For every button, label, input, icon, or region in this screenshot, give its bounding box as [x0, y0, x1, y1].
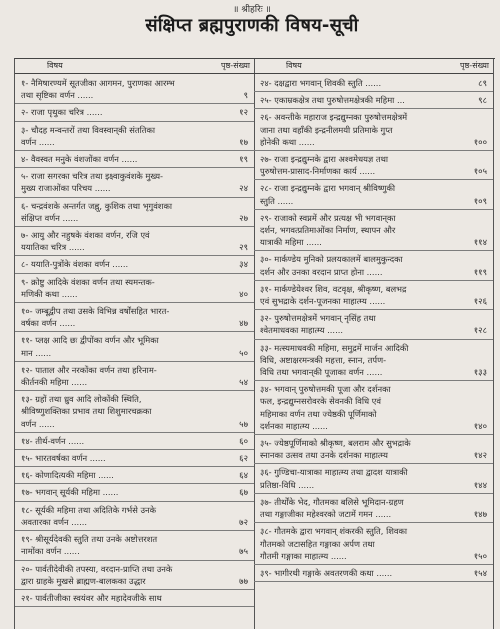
toc-entry	[254, 464, 493, 493]
entry-text	[15, 362, 254, 390]
entry-page-number: ६४	[239, 471, 248, 482]
entry-line: ३८- गौतमके द्वारा भगवान्‌ शंकरकी स्तुति, शिवका	[260, 526, 407, 537]
entry-line: १२- पाताल और नरकोंका वर्णन तथा हरिनाम-	[21, 364, 157, 375]
toc-entry	[15, 256, 254, 273]
toc-entry	[15, 590, 254, 607]
entry-text	[15, 484, 254, 500]
entry-page-number: ११४	[473, 238, 487, 249]
entry-line: ८- ययाति-पुत्रोंके वंशका वर्णन ......	[21, 259, 129, 270]
entry-text	[15, 122, 254, 150]
entry-text	[254, 109, 493, 150]
entry-page-number: १०५	[473, 167, 487, 178]
entry-text	[254, 75, 493, 91]
entry-text	[254, 180, 493, 208]
entry-line: स्तुति ......	[260, 195, 294, 206]
entry-text	[15, 467, 254, 483]
entry-text	[254, 281, 493, 309]
toc-entry	[254, 251, 493, 280]
entry-text	[15, 151, 254, 167]
entry-line: ययातिका चरित्र ......	[21, 242, 85, 253]
left-column-header	[15, 59, 254, 74]
toc-entry	[15, 198, 254, 227]
entry-line: २५- एकाम्रकक्षेत्र तथा पुरुषोत्तमक्षेत्रकी महिमा ...	[260, 95, 405, 106]
entry-line: १६- कोणादित्यकी महिमा ......	[21, 470, 114, 481]
entry-line: दर्शन, भगवत्प्रतिमाओंका निर्माण, स्थापन और	[260, 225, 396, 236]
entry-page-number: १९	[239, 155, 248, 166]
entry-line: ३५- ज्येष्ठपूर्णिमाको श्रीकृष्ण, बलराम और सुभद्राके	[260, 438, 411, 449]
entry-line: फल, इन्द्रद्युम्नसरोवरके सेवनकी विधि एवं	[260, 396, 381, 407]
entry-line: २९- राजाको स्वप्नमें और प्रत्यक्ष भी भगवान्‌का	[260, 212, 396, 223]
toc-entry	[15, 391, 254, 433]
entry-line: एवं सुभद्राके दर्शन-पूजनका माहात्म्य ......	[260, 296, 386, 307]
entry-page-number: १५४	[473, 568, 487, 579]
entry-text	[254, 464, 493, 492]
entry-text	[15, 104, 254, 120]
entry-line: दर्शन और उनका वरदान प्राप्त होना ......	[260, 266, 383, 277]
entry-line: वर्णन ......	[21, 136, 55, 147]
page-number-header: पृष्ठ-संख्या	[460, 61, 489, 70]
entry-line: कीर्तनकी महिमा ......	[21, 377, 88, 388]
toc-entry	[15, 332, 254, 361]
entry-line: तथा गङ्गाजीका महेश्वरको जटामें गमन ......	[260, 509, 392, 520]
entry-line: २०- पार्वतीदेवीकी तपस्या, वरदान-प्राप्ति तथा उनके	[21, 563, 173, 574]
toc-entry	[15, 227, 254, 256]
subject-header: विषय	[47, 61, 63, 70]
toc-entry	[254, 92, 493, 109]
entry-line: गौतमी गङ्गाका माहात्म्य ......	[260, 550, 347, 561]
subject-header: विषय	[286, 61, 302, 70]
entry-page-number: ६२	[239, 454, 248, 465]
entry-line: नामोंका वर्णन ......	[21, 546, 80, 557]
entry-text	[15, 531, 254, 559]
entry-page-number: १७	[239, 137, 248, 148]
toc-entry	[15, 484, 254, 501]
entry-line: संक्षिप्त वर्णन ......	[21, 212, 79, 223]
toc-entry	[15, 450, 254, 467]
entry-line: मान ......	[21, 347, 52, 358]
entry-line: ३०- मार्कण्डेय मुनिको प्रलयकालमें बालमुकुन्दका	[260, 254, 403, 265]
entry-line: होनेकी कथा ......	[260, 136, 315, 147]
toc-entry	[254, 494, 493, 523]
entry-line: मुख्य राजाओंका परिचय ......	[21, 183, 111, 194]
entry-text	[254, 251, 493, 279]
entry-line: ४- वैवस्वत मनुके वंशजोंका वर्णन ......	[21, 154, 138, 165]
entry-line: ५- राजा सगरका चरित्र तथा इक्ष्वाकुवंशके मुख्य-	[21, 171, 164, 182]
entry-line: १७- भगवान्‌ सूर्यकी महिमा ......	[21, 487, 119, 498]
entry-text	[254, 310, 493, 338]
entry-page-number: ५४	[239, 378, 248, 389]
entry-line: १३- ग्रहों तथा ध्रुव आदि लोकोंकी स्थिति,	[21, 394, 142, 405]
entry-page-number: १४२	[473, 451, 487, 462]
entry-text	[15, 433, 254, 449]
entry-text	[254, 210, 493, 251]
entry-page-number: १२	[239, 108, 248, 119]
entry-line: जाना तथा वहाँकी इन्द्रनीलमयी प्रतिमाके गुप्त	[260, 124, 393, 135]
toc-entry	[254, 281, 493, 310]
toc-entry	[15, 303, 254, 332]
entry-line: २- राजा पृथुका चरित्र ......	[21, 107, 103, 118]
entry-line: १०- जम्बूद्वीप तथा उसके विभिन्न वर्षोंसहित भारत-	[21, 306, 170, 317]
entry-text	[15, 502, 254, 530]
entry-text	[254, 340, 493, 381]
entry-line: १- नैमिषारण्यमें सूतजीका आगमन, पुराणका आरम्भ	[21, 78, 175, 88]
entry-line: ३२- पुरुषोत्तमक्षेत्रमें भगवान्‌ नृसिंह तथा	[260, 313, 376, 324]
entry-page-number: ७५	[239, 547, 248, 558]
entry-page-number: १०९	[473, 196, 487, 207]
entry-text	[254, 565, 493, 581]
entry-page-number: २७	[239, 213, 248, 224]
toc-entry	[254, 381, 493, 435]
entry-line: ३६- गुण्डिचा-यात्राका माहात्म्य तथा द्वादश यात्राकी	[260, 467, 408, 478]
entry-line: १८- सूर्यकी महिमा तथा अदितिके गर्भसे उनके	[21, 504, 156, 515]
entry-line: मणिकी कथा ......	[21, 288, 78, 299]
toc-entry	[254, 435, 493, 464]
entry-text	[254, 381, 493, 434]
entry-line: २८- राजा इन्द्रद्युम्नके द्वारा भगवान्‌ श्रीविष्णुकी	[260, 183, 396, 194]
entry-text	[15, 561, 254, 589]
entry-line: प्रतिष्ठा-विधि ......	[260, 479, 315, 490]
entry-page-number: ९८	[478, 96, 487, 107]
toc-entry	[15, 561, 254, 590]
entry-line: ७- आयु और नहुषके वंशका वर्णन, रजि एवं	[21, 230, 150, 241]
entry-line: महिमाका वर्णन तथा ज्येष्ठकी पूर्णिमाको	[260, 408, 377, 419]
entry-line: १९- श्रीसूर्यदेवकी स्तुति तथा उनके अष्टोत्तरशत	[21, 534, 158, 545]
entry-line: गौतमको जटासहित गङ्गाका अर्पण तथा	[260, 538, 375, 549]
toc-entry	[15, 168, 254, 197]
entry-line: २१- पार्वतीजीका स्वयंवर और महादेवजीके साथ	[21, 592, 162, 603]
entry-text	[15, 450, 254, 466]
invocation-text: ॥ श्रीहरिः ॥	[233, 5, 271, 15]
entry-page-number: ६०	[239, 436, 248, 447]
toc-entry	[254, 523, 493, 565]
entry-page-number: ६७	[239, 488, 248, 499]
page-number-header: पृष्ठ-संख्या	[221, 61, 250, 70]
entry-line: पुरुषोत्तम-प्रासाद-निर्माणका कार्य ......	[260, 166, 376, 177]
left-column	[15, 59, 255, 629]
entry-page-number: १४०	[473, 421, 487, 432]
toc-entry	[254, 565, 493, 582]
toc-entry	[254, 109, 493, 151]
entry-page-number: ४७	[239, 319, 248, 330]
entry-page-number: १२६	[473, 297, 487, 308]
entry-line: ९- क्रोष्टु आदिके वंशका वर्णन तथा स्यमन्तक-	[21, 276, 155, 287]
entry-text	[15, 75, 254, 103]
entry-page-number: ९	[243, 91, 248, 102]
entry-line: ३९- भागीरथी गङ्गाके अवतरणकी कथा ......	[260, 567, 393, 578]
entry-page-number: १२८	[473, 326, 487, 337]
entry-text	[15, 198, 254, 226]
toc-entry	[15, 104, 254, 121]
toc-entry	[15, 362, 254, 391]
entry-line: वर्षका वर्णन ......	[21, 318, 76, 329]
entry-line: द्वारा ग्राहके मुखसे ब्राह्मण-बालकका उद्धार	[21, 575, 146, 586]
entry-line: २४- दक्षद्वारा भगवान्‌ शिवकी स्तुति ......	[260, 78, 382, 88]
entry-line: २६- अवन्तीके महाराज इन्द्रद्युम्नका पुरुषोत्तमक्षेत्रमें	[260, 112, 408, 123]
entry-text	[254, 151, 493, 179]
right-column	[254, 59, 494, 629]
right-rows	[254, 75, 493, 582]
entry-text	[15, 274, 254, 302]
entry-line: श्वेतमाधवका माहात्म्य ......	[260, 325, 343, 336]
entry-line: ३१- मार्कण्डेयेश्वर शिव, वटवृक्ष, श्रीकृष्ण, बलभद्र	[260, 283, 407, 294]
entry-page-number: ५७	[239, 419, 248, 430]
entry-text	[15, 332, 254, 360]
entry-line: यात्राकी महिमा ......	[260, 237, 322, 248]
toc-entry	[254, 210, 493, 252]
entry-page-number: ८९	[478, 79, 487, 89]
entry-line: ३४- भगवान्‌ पुरुषोत्तमकी पूजा और दर्शनका	[260, 384, 391, 395]
toc-entry	[15, 467, 254, 484]
right-column-header	[254, 59, 493, 74]
toc-entry	[254, 340, 493, 382]
page-title: संक्षिप्त ब्रह्मपुराणकी विषय-सूची	[145, 15, 359, 36]
entry-text	[15, 303, 254, 331]
entry-text	[15, 391, 254, 432]
entry-page-number: १४४	[473, 480, 487, 491]
entry-page-number: ४०	[239, 289, 248, 300]
entry-page-number: ११९	[473, 267, 487, 278]
document-page	[10, 0, 494, 625]
entry-line: ११- प्लक्ष आदि छः द्वीपोंका वर्णन और भूमिका	[21, 335, 159, 346]
toc-entry	[15, 433, 254, 450]
entry-text	[15, 227, 254, 255]
entry-line: विधि, अष्टाक्षरमन्त्रकी महत्ता, स्नान, तर्पण-	[260, 354, 387, 365]
entry-line: १५- भारतवर्षका वर्णन ......	[21, 453, 106, 464]
entry-page-number: १४७	[473, 510, 487, 521]
entry-page-number: २४	[239, 184, 248, 195]
toc-entry	[15, 151, 254, 168]
entry-page-number: ५०	[239, 348, 248, 359]
entry-line: श्रीविष्णुशक्तिका प्रभाव तथा शिशुमारचक्रका	[21, 406, 152, 417]
toc-entry	[254, 310, 493, 339]
entry-page-number: १००	[473, 137, 487, 148]
toc-entry	[15, 502, 254, 531]
toc-entry	[254, 75, 493, 92]
entry-line: विधि तथा भगवान्‌की पूजाका वर्णन ......	[260, 367, 383, 378]
toc-entry	[254, 180, 493, 209]
toc-entry	[15, 122, 254, 151]
entry-line: दर्शनका माहात्म्य ......	[260, 420, 328, 431]
toc-entry	[15, 531, 254, 560]
entry-text	[15, 168, 254, 196]
entry-text	[15, 256, 254, 272]
entry-text	[15, 590, 254, 606]
entry-text	[254, 92, 493, 108]
entry-line: स्नानका उत्सव तथा उनके दर्शनका माहात्म्य	[260, 450, 388, 461]
entry-line: तथा सृष्टिका वर्णन ......	[21, 90, 94, 101]
toc-entry	[15, 274, 254, 303]
entry-page-number: ३४	[239, 260, 248, 271]
entry-line: ३- चौदह मन्वन्तरों तथा विवस्वान्‌की संततिका	[21, 124, 156, 135]
entry-page-number: १५०	[473, 551, 487, 562]
entry-text	[254, 494, 493, 522]
entry-line: ६- चन्द्रवंशके अन्तर्गत जह्नु, कुशिक तथा भृगुवंशका	[21, 200, 172, 211]
entry-page-number: २९	[239, 243, 248, 254]
entry-line: ३७- तीर्थोंके भेद, गौतमका बलिसे भूमिदान-ग्रहण	[260, 496, 404, 507]
entry-text	[254, 435, 493, 463]
left-rows	[15, 75, 254, 607]
entry-page-number: १३३	[473, 368, 487, 379]
entry-line: १४- तीर्थ-वर्णन ......	[21, 435, 85, 446]
entry-line: अवतारका वर्णन ......	[21, 516, 88, 527]
entry-page-number: ७७	[239, 576, 248, 587]
entry-text	[254, 523, 493, 564]
toc-entry	[254, 151, 493, 180]
entry-line: २७- राजा इन्द्रद्युम्नके द्वारा अश्वमेधयज्ञ तथा	[260, 154, 389, 165]
entry-line: ३३- मत्स्यमाधवकी महिमा, समुद्रमें मार्जन आदिकी	[260, 342, 409, 353]
contents-table	[14, 58, 495, 629]
entry-line: वर्णन ......	[21, 418, 55, 429]
entry-page-number: ७२	[239, 517, 248, 528]
toc-entry	[15, 75, 254, 104]
